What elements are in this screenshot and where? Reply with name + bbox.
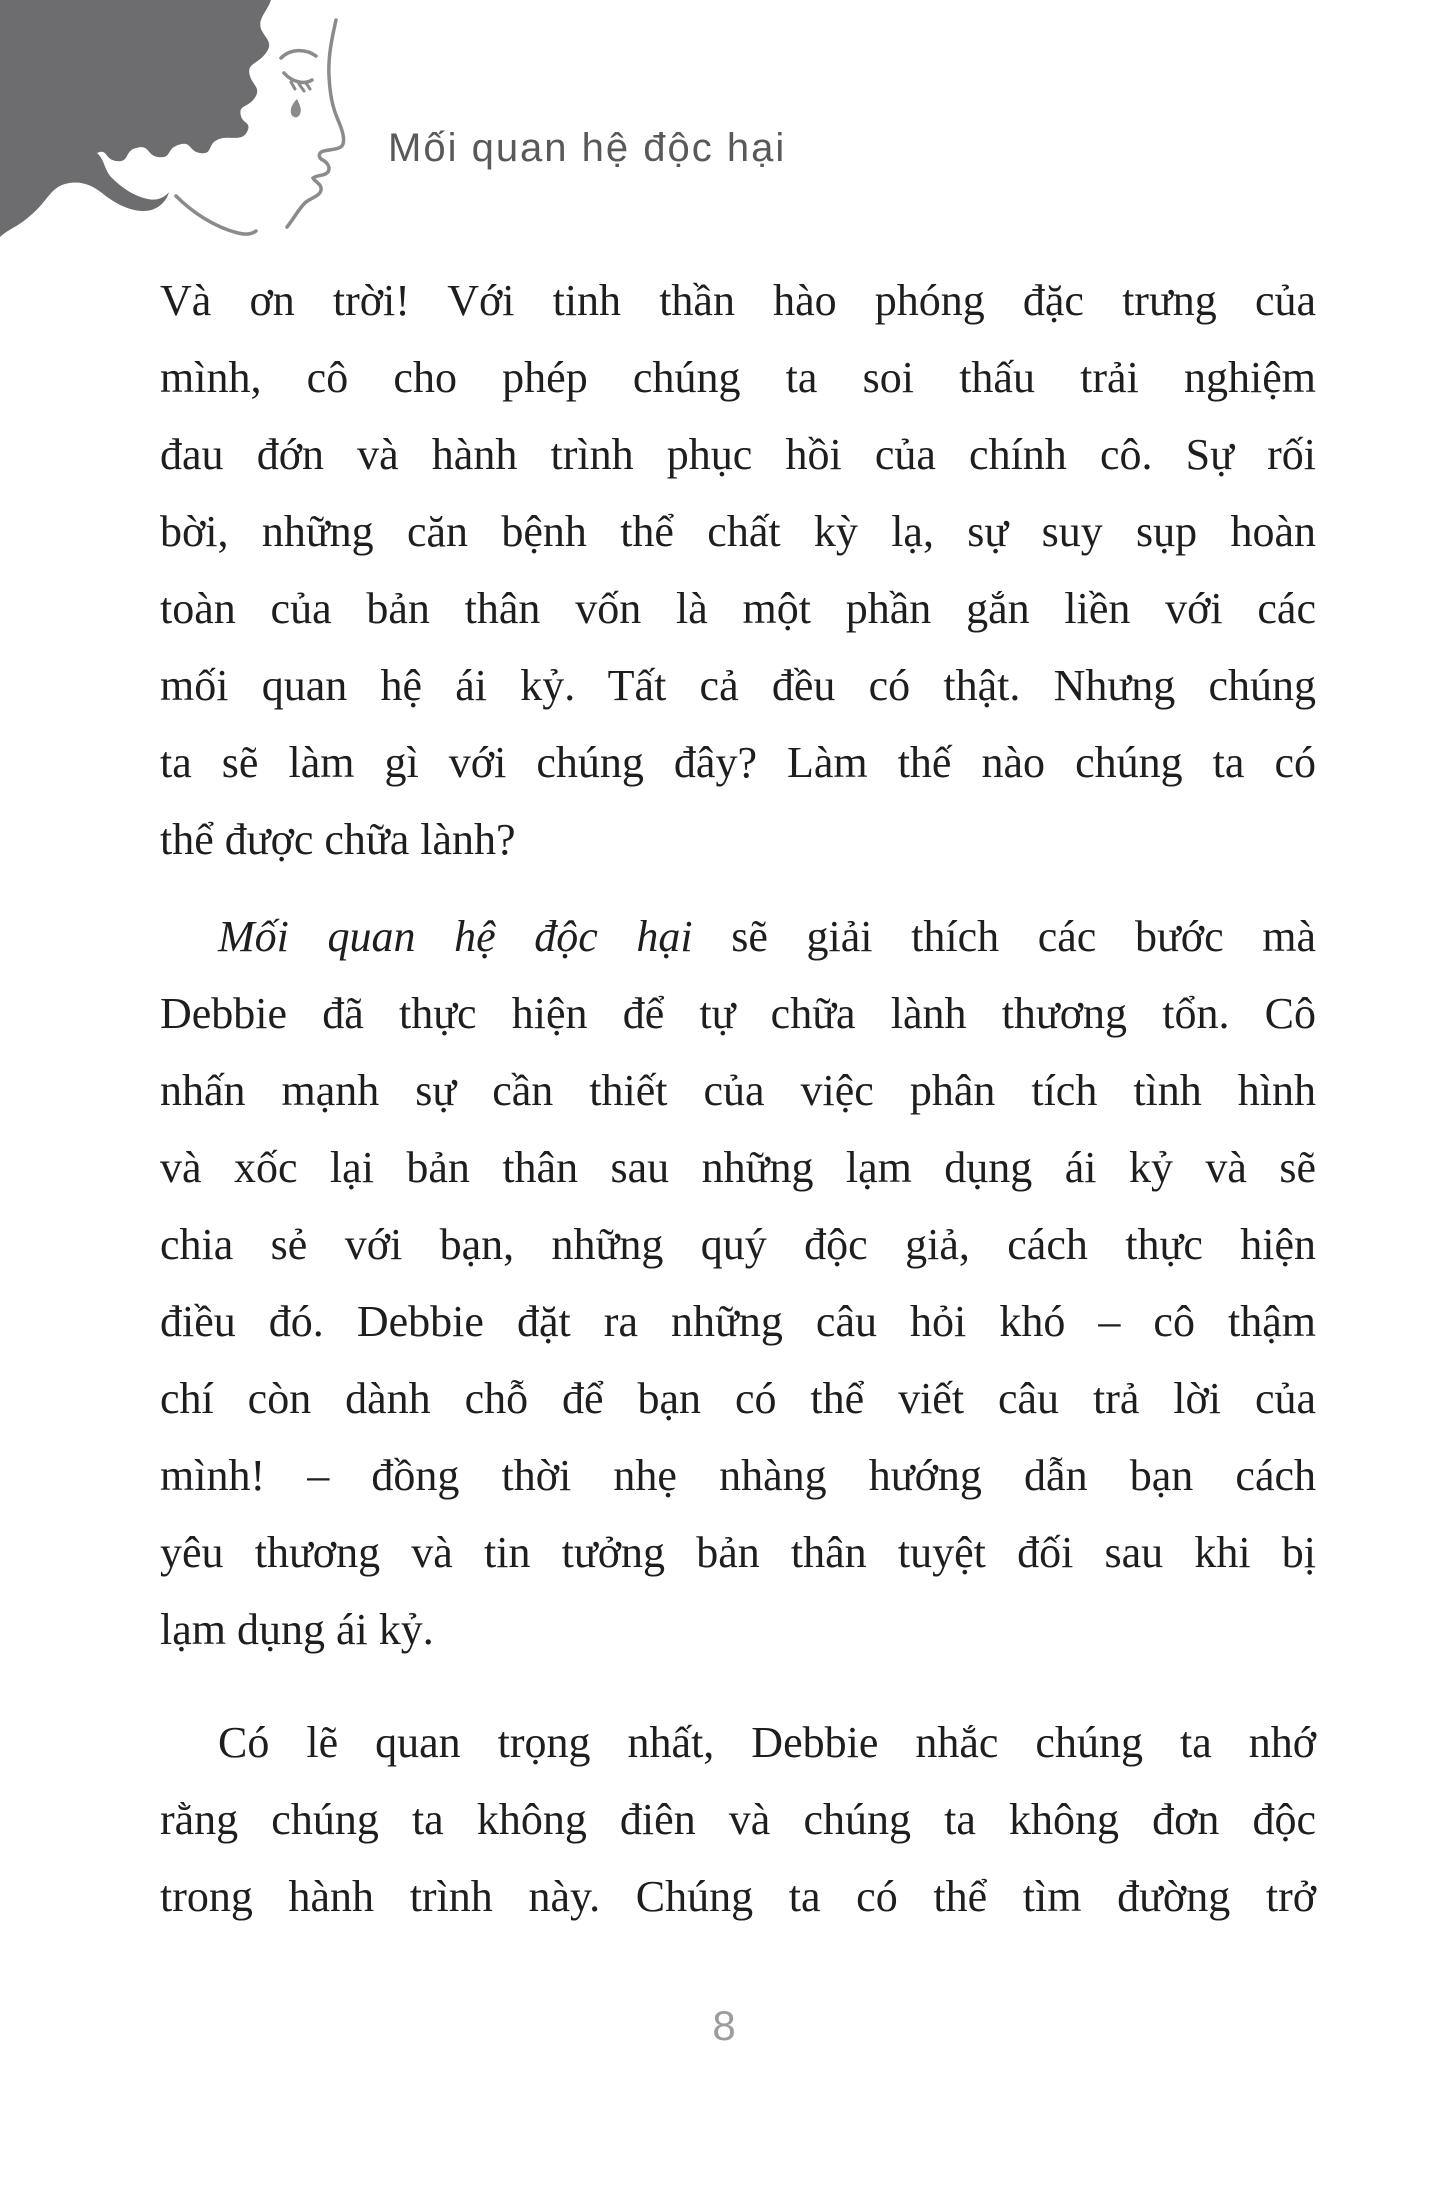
paragraph [160,898,1316,1668]
text-line: bời, những căn bệnh thể chất kỳ lạ, sự suy sụp hoàn [160,507,1316,556]
text-line: rằng chúng ta không điên và chúng ta không đơn độc [160,1795,1316,1844]
text-line: mối quan hệ ái kỷ. Tất cả đều có thật. Nhưng chúng [160,661,1316,710]
book-title-italic: Mối quan hệ độc hại [218,912,693,961]
eyebrow-line [281,51,316,58]
text-line: đau đớn và hành trình phục hồi của chính cô. Sự rối [160,430,1316,479]
neck-line [176,196,256,234]
text-line: và xốc lại bản thân sau những lạm dụng ái kỷ và sẽ [160,1143,1316,1192]
running-header-title: Mối quan hệ độc hại [388,126,787,170]
text-line: nhấn mạnh sự cần thiết của việc phân tích tình hình [160,1066,1316,1115]
text-line: Và ơn trời! Với tinh thần hào phóng đặc trưng của [160,276,1316,325]
crying-woman-illustration [0,0,360,250]
text-line: chia sẻ với bạn, những quý độc giả, cách thực hiện [160,1220,1316,1269]
paragraph [160,1704,1316,1935]
closed-eye-line [284,73,312,82]
hair-shape [0,0,271,237]
paragraph [160,262,1316,878]
text-line: trong hành trình này. Chúng ta có thể tìm đường trở [160,1872,1316,1921]
tear-drop [291,99,301,117]
text-line: mình, cô cho phép chúng ta soi thấu trải nghiệm [160,353,1316,402]
text-line: Debbie đã thực hiện để tự chữa lành thương tổn. Cô [160,989,1316,1038]
text-line: ta sẽ làm gì với chúng đây? Làm thế nào chúng ta có [160,738,1316,787]
text-line [160,898,1316,975]
page-number: 8 [712,2002,736,2049]
text-line: yêu thương và tin tưởng bản thân tuyệt đối sau khi bị [160,1528,1316,1577]
text-line: chí còn dành chỗ để bạn có thể viết câu trả lời của [160,1374,1316,1423]
text-line: Có lẽ quan trọng nhất, Debbie nhắc chúng ta nhớ [218,1718,1316,1767]
text-line: toàn của bản thân vốn là một phần gắn liền với các [160,584,1316,633]
text-line: thể được chữa lành? [160,815,516,864]
text-line: lạm dụng ái kỷ. [160,1605,434,1654]
text-line-rest: sẽ giải thích các bước mà [692,912,1316,961]
body-text [160,262,1316,1935]
text-line: mình! – đồng thời nhẹ nhàng hướng dẫn bạn cách [160,1451,1316,1500]
text-line: điều đó. Debbie đặt ra những câu hỏi khó – cô thậm [160,1297,1316,1346]
